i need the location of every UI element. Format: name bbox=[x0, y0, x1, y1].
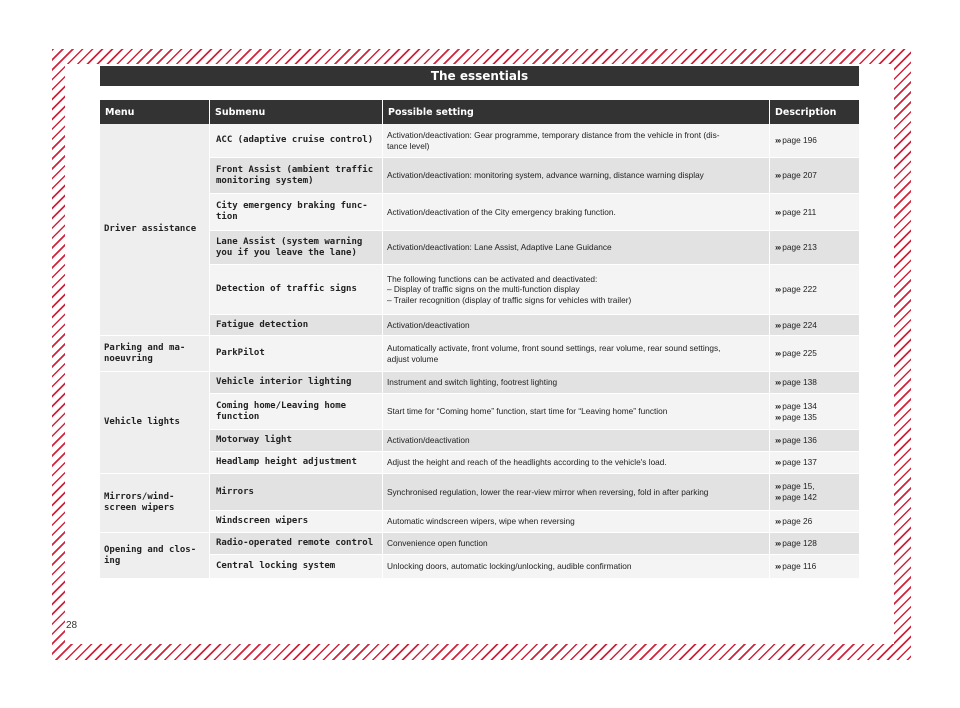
setting-line: Activation/deactivation: Lane Assist, Adaptive Lane Guidance bbox=[387, 242, 612, 253]
table-row bbox=[100, 452, 859, 474]
setting-line: tance level) bbox=[387, 140, 430, 151]
page-reference-text: page 116 bbox=[782, 561, 817, 571]
menu-cell: Opening and clos-ing bbox=[100, 533, 210, 579]
page-reference-link[interactable] bbox=[775, 284, 855, 295]
column-header-menu: Menu bbox=[100, 100, 210, 124]
description-cell bbox=[770, 533, 859, 555]
page-reference-link[interactable] bbox=[775, 348, 855, 359]
page-reference-link[interactable] bbox=[775, 242, 855, 253]
setting-cell bbox=[383, 124, 770, 158]
setting-line: Instrument and switch lighting, footrest lighting bbox=[387, 377, 558, 388]
reference-arrow-icon: ››› bbox=[775, 206, 781, 217]
page-reference-link[interactable] bbox=[775, 516, 855, 527]
reference-arrow-icon: ››› bbox=[775, 377, 781, 387]
submenu-cell: Central locking system bbox=[210, 555, 383, 579]
page-reference-link[interactable] bbox=[775, 170, 855, 181]
setting-cell bbox=[383, 372, 770, 394]
reference-arrow-icon: ››› bbox=[775, 284, 781, 294]
table-row bbox=[100, 430, 859, 452]
page-reference-text: page 207 bbox=[782, 170, 817, 180]
page-reference-text: page 26 bbox=[782, 516, 813, 526]
page-reference-text: page 142 bbox=[782, 492, 817, 502]
page-reference-text: page 211 bbox=[782, 206, 817, 217]
column-header-setting: Possible setting bbox=[383, 100, 770, 124]
description-cell bbox=[770, 555, 859, 579]
submenu-cell: Fatigue detection bbox=[210, 315, 383, 336]
setting-line: Activation/deactivation of the City emergency braking function. bbox=[387, 206, 616, 217]
page-reference-text: page 128 bbox=[782, 538, 817, 548]
submenu-cell: Lane Assist (system warning you if you leave the lane) bbox=[210, 231, 383, 265]
setting-line: Start time for “Coming home” function, start time for “Leaving home” function bbox=[387, 406, 668, 417]
table-header-row bbox=[100, 100, 859, 124]
page-reference-text: page 138 bbox=[782, 377, 817, 387]
setting-cell bbox=[383, 430, 770, 452]
table-row bbox=[100, 336, 859, 372]
description-cell bbox=[770, 315, 859, 336]
setting-cell bbox=[383, 265, 770, 315]
reference-arrow-icon: ››› bbox=[775, 561, 781, 571]
description-cell bbox=[770, 158, 859, 194]
reference-arrow-icon: ››› bbox=[775, 411, 781, 422]
submenu-cell: Motorway light bbox=[210, 430, 383, 452]
setting-cell bbox=[383, 231, 770, 265]
description-cell bbox=[770, 474, 859, 511]
reference-arrow-icon: ››› bbox=[775, 348, 781, 358]
table-row bbox=[100, 194, 859, 231]
description-cell bbox=[770, 430, 859, 452]
table-body bbox=[100, 124, 859, 579]
setting-line: The following functions can be activated and deactivated: bbox=[387, 273, 598, 284]
setting-line: adjust volume bbox=[387, 353, 439, 364]
setting-line: Activation/deactivation bbox=[387, 435, 470, 446]
setting-line: Activation/deactivation bbox=[387, 319, 470, 330]
menu-cell: Mirrors/wind-screen wipers bbox=[100, 474, 210, 533]
page-number: 28 bbox=[66, 620, 78, 631]
page-reference-text: page 196 bbox=[782, 135, 817, 145]
page-reference-link[interactable] bbox=[775, 377, 855, 388]
table-row bbox=[100, 511, 859, 533]
page-reference-link[interactable] bbox=[775, 207, 855, 218]
page-reference-text: page 222 bbox=[782, 284, 817, 294]
setting-line: Convenience open function bbox=[387, 538, 488, 549]
column-header-submenu: Submenu bbox=[210, 100, 383, 124]
reference-arrow-icon: ››› bbox=[775, 516, 781, 526]
page-reference-text: page 137 bbox=[782, 457, 817, 467]
setting-cell bbox=[383, 533, 770, 555]
table-row bbox=[100, 533, 859, 555]
page-reference-link[interactable] bbox=[775, 135, 855, 146]
submenu-cell: Windscreen wipers bbox=[210, 511, 383, 533]
page-reference-text: page 15, bbox=[782, 481, 815, 491]
page-reference-text: page 225 bbox=[782, 348, 817, 358]
description-cell bbox=[770, 372, 859, 394]
submenu-cell: Headlamp height adjustment bbox=[210, 452, 383, 474]
description-cell bbox=[770, 124, 859, 158]
description-cell bbox=[770, 336, 859, 372]
reference-arrow-icon: ››› bbox=[775, 492, 781, 502]
setting-cell bbox=[383, 555, 770, 579]
page-reference-text: page 134 bbox=[782, 400, 817, 411]
page-reference-link[interactable] bbox=[775, 435, 855, 446]
setting-cell bbox=[383, 474, 770, 511]
table-row bbox=[100, 394, 859, 430]
setting-cell bbox=[383, 394, 770, 430]
page-reference-link[interactable] bbox=[775, 401, 855, 412]
reference-arrow-icon: ››› bbox=[775, 457, 781, 467]
page-reference-text: page 136 bbox=[782, 435, 817, 445]
reference-arrow-icon: ››› bbox=[775, 170, 781, 180]
setting-line: – Trailer recognition (display of traffic signs for vehicles with trailer) bbox=[387, 294, 632, 305]
page-reference-link[interactable] bbox=[775, 412, 855, 423]
page-reference-text: page 213 bbox=[782, 242, 817, 252]
reference-arrow-icon: ››› bbox=[775, 319, 781, 330]
reference-arrow-icon: ››› bbox=[775, 538, 781, 548]
page-reference-link[interactable] bbox=[775, 538, 855, 549]
table-row bbox=[100, 231, 859, 265]
setting-cell bbox=[383, 511, 770, 533]
menu-cell: Driver assistance bbox=[100, 124, 210, 336]
setting-line: – Display of traffic signs on the multi-function display bbox=[387, 284, 580, 295]
table-row bbox=[100, 474, 859, 511]
description-cell bbox=[770, 394, 859, 430]
submenu-cell: ACC (adaptive cruise control) bbox=[210, 124, 383, 158]
setting-cell bbox=[383, 452, 770, 474]
table-row bbox=[100, 315, 859, 336]
table-row bbox=[100, 158, 859, 194]
reference-arrow-icon: ››› bbox=[775, 481, 781, 491]
setting-line: Synchronised regulation, lower the rear-view mirror when reversing, fold in after parking bbox=[387, 486, 709, 497]
description-cell bbox=[770, 452, 859, 474]
submenu-cell: Front Assist (ambient traffic monitoring system) bbox=[210, 158, 383, 194]
description-cell bbox=[770, 511, 859, 533]
menu-cell: Parking and ma-noeuvring bbox=[100, 336, 210, 372]
submenu-cell: ParkPilot bbox=[210, 336, 383, 372]
table-row bbox=[100, 372, 859, 394]
column-header-description: Description bbox=[770, 100, 859, 124]
setting-cell bbox=[383, 336, 770, 372]
table-row bbox=[100, 555, 859, 579]
page-reference-link[interactable] bbox=[775, 320, 855, 331]
page-reference-link[interactable] bbox=[775, 457, 855, 468]
reference-arrow-icon: ››› bbox=[775, 400, 781, 411]
page-reference-text: page 224 bbox=[782, 319, 817, 330]
submenu-cell: Mirrors bbox=[210, 474, 383, 511]
submenu-cell: City emergency braking func-tion bbox=[210, 194, 383, 231]
submenu-cell: Detection of traffic signs bbox=[210, 265, 383, 315]
setting-line: Automatic windscreen wipers, wipe when reversing bbox=[387, 516, 575, 527]
setting-cell bbox=[383, 315, 770, 336]
description-cell bbox=[770, 194, 859, 231]
page-reference-link[interactable] bbox=[775, 492, 855, 503]
setting-cell bbox=[383, 158, 770, 194]
table-row bbox=[100, 265, 859, 315]
setting-line: Activation/deactivation: monitoring system, advance warning, distance warning display bbox=[387, 170, 704, 181]
setting-cell bbox=[383, 194, 770, 231]
section-title: The essentials bbox=[100, 66, 859, 86]
reference-arrow-icon: ››› bbox=[775, 242, 781, 252]
menu-cell: Vehicle lights bbox=[100, 372, 210, 474]
settings-table bbox=[100, 100, 859, 579]
reference-arrow-icon: ››› bbox=[775, 435, 781, 445]
page-reference-link[interactable] bbox=[775, 561, 855, 572]
submenu-cell: Radio-operated remote control bbox=[210, 533, 383, 555]
setting-line: Activation/deactivation: Gear programme, temporary distance from the vehicle in front (dis- bbox=[387, 130, 720, 140]
description-cell bbox=[770, 265, 859, 315]
submenu-cell: Vehicle interior lighting bbox=[210, 372, 383, 394]
page-reference-text: page 135 bbox=[782, 411, 817, 422]
submenu-cell: Coming home/Leaving home function bbox=[210, 394, 383, 430]
description-cell bbox=[770, 231, 859, 265]
page-reference-link[interactable] bbox=[775, 481, 855, 492]
table-row bbox=[100, 124, 859, 158]
setting-line: Automatically activate, front volume, front sound settings, rear volume, rear sound settings, bbox=[387, 343, 721, 353]
setting-line: Unlocking doors, automatic locking/unlocking, audible confirmation bbox=[387, 561, 632, 572]
setting-line: Adjust the height and reach of the headlights according to the vehicle's load. bbox=[387, 457, 667, 468]
reference-arrow-icon: ››› bbox=[775, 135, 781, 145]
